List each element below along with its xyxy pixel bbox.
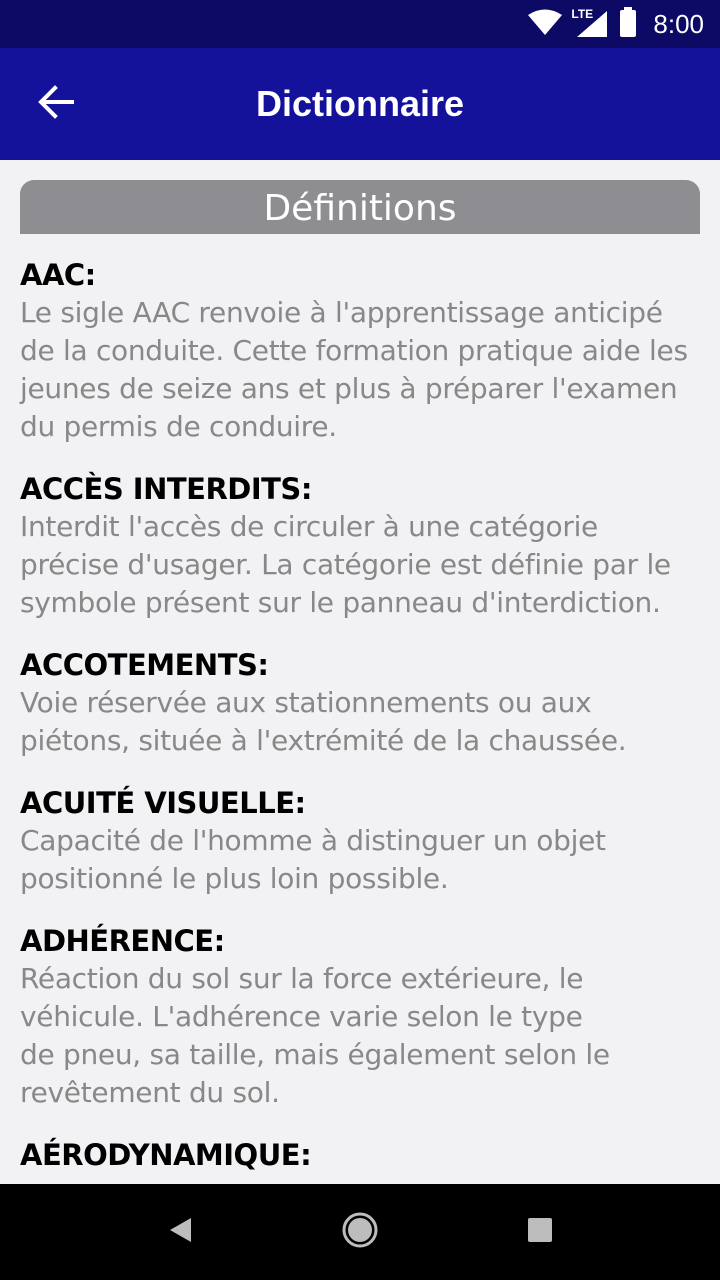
- entry-term: AAC:: [20, 258, 96, 292]
- entry-term: ACCOTEMENTS:: [20, 648, 269, 682]
- section-header: Définitions: [20, 180, 700, 234]
- list-item: [20, 922, 710, 1112]
- battery-icon: [619, 7, 637, 42]
- arrow-back-icon: [38, 84, 74, 125]
- entry-definition: Interdit l'accès de circuler à une catégorie précise d'usager. La catégorie est définie par le symbole présent sur le panneau d'interdiction.: [20, 510, 671, 619]
- list-item: [20, 256, 710, 446]
- nav-back-icon: [167, 1216, 193, 1249]
- definition-list: [20, 256, 710, 1184]
- entry-definition: Réaction du sol sur la force extérieure, le véhicule. L'adhérence varie selon le type de pneu, sa taille, mais également selon le revêtement du sol.: [20, 962, 610, 1109]
- nav-home-button[interactable]: [336, 1208, 384, 1256]
- status-icons: [527, 0, 704, 48]
- nav-recents-icon: [527, 1217, 553, 1248]
- list-item: [20, 646, 710, 760]
- system-nav-bar: [0, 1184, 720, 1280]
- page-title: Dictionnaire: [255, 83, 465, 124]
- entry-term: ACUITÉ VISUELLE:: [20, 786, 306, 820]
- nav-back-button[interactable]: [156, 1208, 204, 1256]
- wifi-icon: [527, 8, 563, 41]
- nav-recents-button[interactable]: [516, 1208, 564, 1256]
- list-item: [20, 784, 710, 898]
- entry-term: AÉRODYNAMIQUE:: [20, 1138, 312, 1172]
- back-button[interactable]: [24, 76, 88, 132]
- nav-home-icon: [340, 1210, 380, 1255]
- entry-definition: Capacité de l'homme à distinguer un objet positionné le plus loin possible.: [20, 824, 606, 895]
- list-item: [20, 1136, 710, 1174]
- app-bar: [0, 48, 720, 160]
- entry-term: ACCÈS INTERDITS:: [20, 472, 312, 506]
- status-bar: [0, 0, 720, 48]
- dictionary-content[interactable]: [0, 160, 720, 1184]
- cell-signal-icon: [573, 9, 609, 39]
- list-item: [20, 470, 710, 622]
- entry-definition: Le sigle AAC renvoie à l'apprentissage anticipé de la conduite. Cette formation pratique aide les jeunes de seize ans et plus à préparer l'examen du permis de conduire.: [20, 296, 688, 443]
- entry-definition: Voie réservée aux stationnements ou aux piétons, située à l'extrémité de la chaussée.: [20, 686, 627, 757]
- network-type-label: LTE: [571, 7, 594, 21]
- status-time: 8:00: [653, 8, 704, 39]
- entry-term: ADHÉRENCE:: [20, 924, 225, 958]
